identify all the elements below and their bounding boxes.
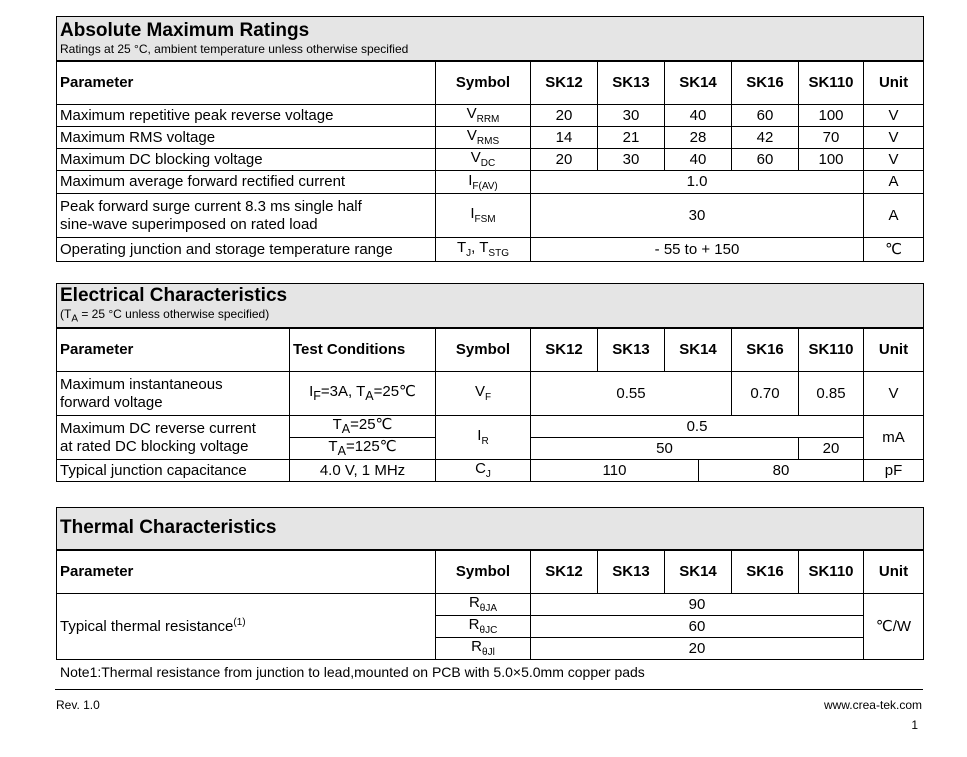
symbol-cell: $R_{\theta JA}$ [436,594,531,616]
value-cell: 100 [799,105,864,127]
value-cell: 42 [732,127,799,149]
col-header-sk110: SK110 [799,328,864,372]
symbol-cell: $C_J$ [436,460,531,482]
col-header-sk14: SK14 [665,328,732,372]
symbol-cell: $I_{FSM}$ [436,194,531,238]
col-header-sk14: SK14 [665,61,732,105]
value-cell: 0.55 [531,372,732,416]
value-cell: 60 [732,105,799,127]
value-cell: 0.5 [531,416,864,438]
value-cell: 30 [598,105,665,127]
col-header-unit: Unit [864,61,924,105]
page-number: 1 [911,718,918,732]
value-cell: 40 [665,149,732,171]
table-row [57,238,924,262]
section-header [57,508,924,550]
revision-label: Rev. 1.0 [56,698,100,712]
table-row [57,127,924,149]
symbol-cell: $V_F$ [436,372,531,416]
col-header-symbol: Symbol [436,61,531,105]
value-cell: 60 [531,616,864,638]
unit-cell: V [864,105,924,127]
col-header-sk16: SK16 [732,61,799,105]
unit-cell: V [864,372,924,416]
value-cell: 100 [799,149,864,171]
value-cell: 0.85 [799,372,864,416]
param-cell: Maximum DC reverse current at rated DC blocking voltage [57,416,290,460]
table-row [57,416,924,438]
col-header-symbol: Symbol [436,550,531,594]
col-header-parameter: Parameter [57,550,436,594]
table-row [57,194,924,238]
unit-cell: A [864,171,924,194]
table-row [57,372,924,416]
param-cell: Typical junction capacitance [57,460,290,482]
value-cell: 60 [732,149,799,171]
value-cell: 0.70 [732,372,799,416]
symbol-cell: $V_{RRM}$ [436,105,531,127]
param-cell: Maximum RMS voltage [57,127,436,149]
value-cell: 70 [799,127,864,149]
param-cell: Maximum average forward rectified current [57,171,436,194]
symbol-cell: $R_{\theta Jl}$ [436,638,531,660]
col-header-sk13: SK13 [598,61,665,105]
value-cell: 30 [531,194,864,238]
col-header-sk12: SK12 [531,61,598,105]
symbol-cell: $V_{DC}$ [436,149,531,171]
thermal-characteristics-table [56,507,924,660]
col-header-symbol: Symbol [436,328,531,372]
unit-cell: pF [864,460,924,482]
param-cell: Maximum DC blocking voltage [57,149,436,171]
value-cell: 20 [799,438,864,460]
value-cell: 90 [531,594,864,616]
section-title: Thermal Characteristics [60,517,277,539]
section-title: Electrical Characteristics [60,284,288,306]
value-cell: 1.0 [531,171,864,194]
symbol-cell: $V_{RMS}$ [436,127,531,149]
electrical-characteristics-table [56,283,924,482]
col-header-sk12: SK12 [531,550,598,594]
symbol-cell: $R_{\theta JC}$ [436,616,531,638]
website-link[interactable]: www.crea-tek.com [823,698,922,712]
footnote: Note1:Thermal resistance from junction to lead,mounted on PCB with 5.0×5.0mm copper pads [60,664,645,680]
value-cell: 20 [531,149,598,171]
value-cell: 30 [598,149,665,171]
param-cell: Operating junction and storage temperature range [57,238,436,262]
value-cell: 21 [598,127,665,149]
param-cell: Maximum repetitive peak reverse voltage [57,105,436,127]
unit-cell: V [864,127,924,149]
table-row [57,171,924,194]
symbol-cell: $I_R$ [436,416,531,460]
unit-cell: mA [864,416,924,460]
value-cell: 14 [531,127,598,149]
col-header-sk13: SK13 [598,328,665,372]
value-cell: 40 [665,105,732,127]
unit-cell: ℃/W [864,594,924,660]
col-header-parameter: Parameter [57,61,436,105]
col-header-sk13: SK13 [598,550,665,594]
test-condition-cell: $T_A=125℃$ [290,438,436,460]
col-header-parameter: Parameter [57,328,290,372]
value-cell: 28 [665,127,732,149]
footer-divider [55,689,923,690]
col-header-test-conditions: Test Conditions [290,328,436,372]
value-cell: - 55 to + 150 [531,238,864,262]
symbol-cell: $I_{F(AV)}$ [436,171,531,194]
section-subtitle: Ratings at 25 °C, ambient temperature unless otherwise specified [60,42,409,57]
col-header-sk110: SK110 [799,61,864,105]
unit-cell: V [864,149,924,171]
col-header-sk110: SK110 [799,550,864,594]
section-header [57,284,924,328]
symbol-cell: $T_J$, $T_{STG}$ [436,238,531,262]
param-cell: Peak forward surge current 8.3 ms single half sine-wave superimposed on rated load [57,194,436,238]
section-subtitle: ($T_A = 25$ °C unless otherwise specified) [60,306,270,324]
table-row [57,594,924,616]
absolute-max-ratings-table [56,16,924,262]
table-row [57,149,924,171]
col-header-sk12: SK12 [531,328,598,372]
value-cell: 50 [531,438,799,460]
value-cell: 20 [531,105,598,127]
test-condition-cell: $T_A=25℃$ [290,416,436,438]
col-header-unit: Unit [864,328,924,372]
param-cell: Maximum instantaneous forward voltage [57,372,290,416]
section-header [57,17,924,61]
col-header-unit: Unit [864,550,924,594]
col-header-sk14: SK14 [665,550,732,594]
unit-cell: A [864,194,924,238]
value-cell: 110 [531,460,699,482]
section-title: Absolute Maximum Ratings [60,20,310,42]
value-cell: 20 [531,638,864,660]
test-condition-cell: 4.0 V, 1 MHz [290,460,436,482]
value-cell: 80 [699,460,864,482]
table-row [57,460,924,482]
unit-cell: ℃ [864,238,924,262]
table-row [57,105,924,127]
col-header-sk16: SK16 [732,550,799,594]
param-cell: Typical thermal resistance$^{(1)}$ [57,594,436,660]
col-header-sk16: SK16 [732,328,799,372]
test-condition-cell: $I_F=3A$, $T_A=25℃$ [290,372,436,416]
